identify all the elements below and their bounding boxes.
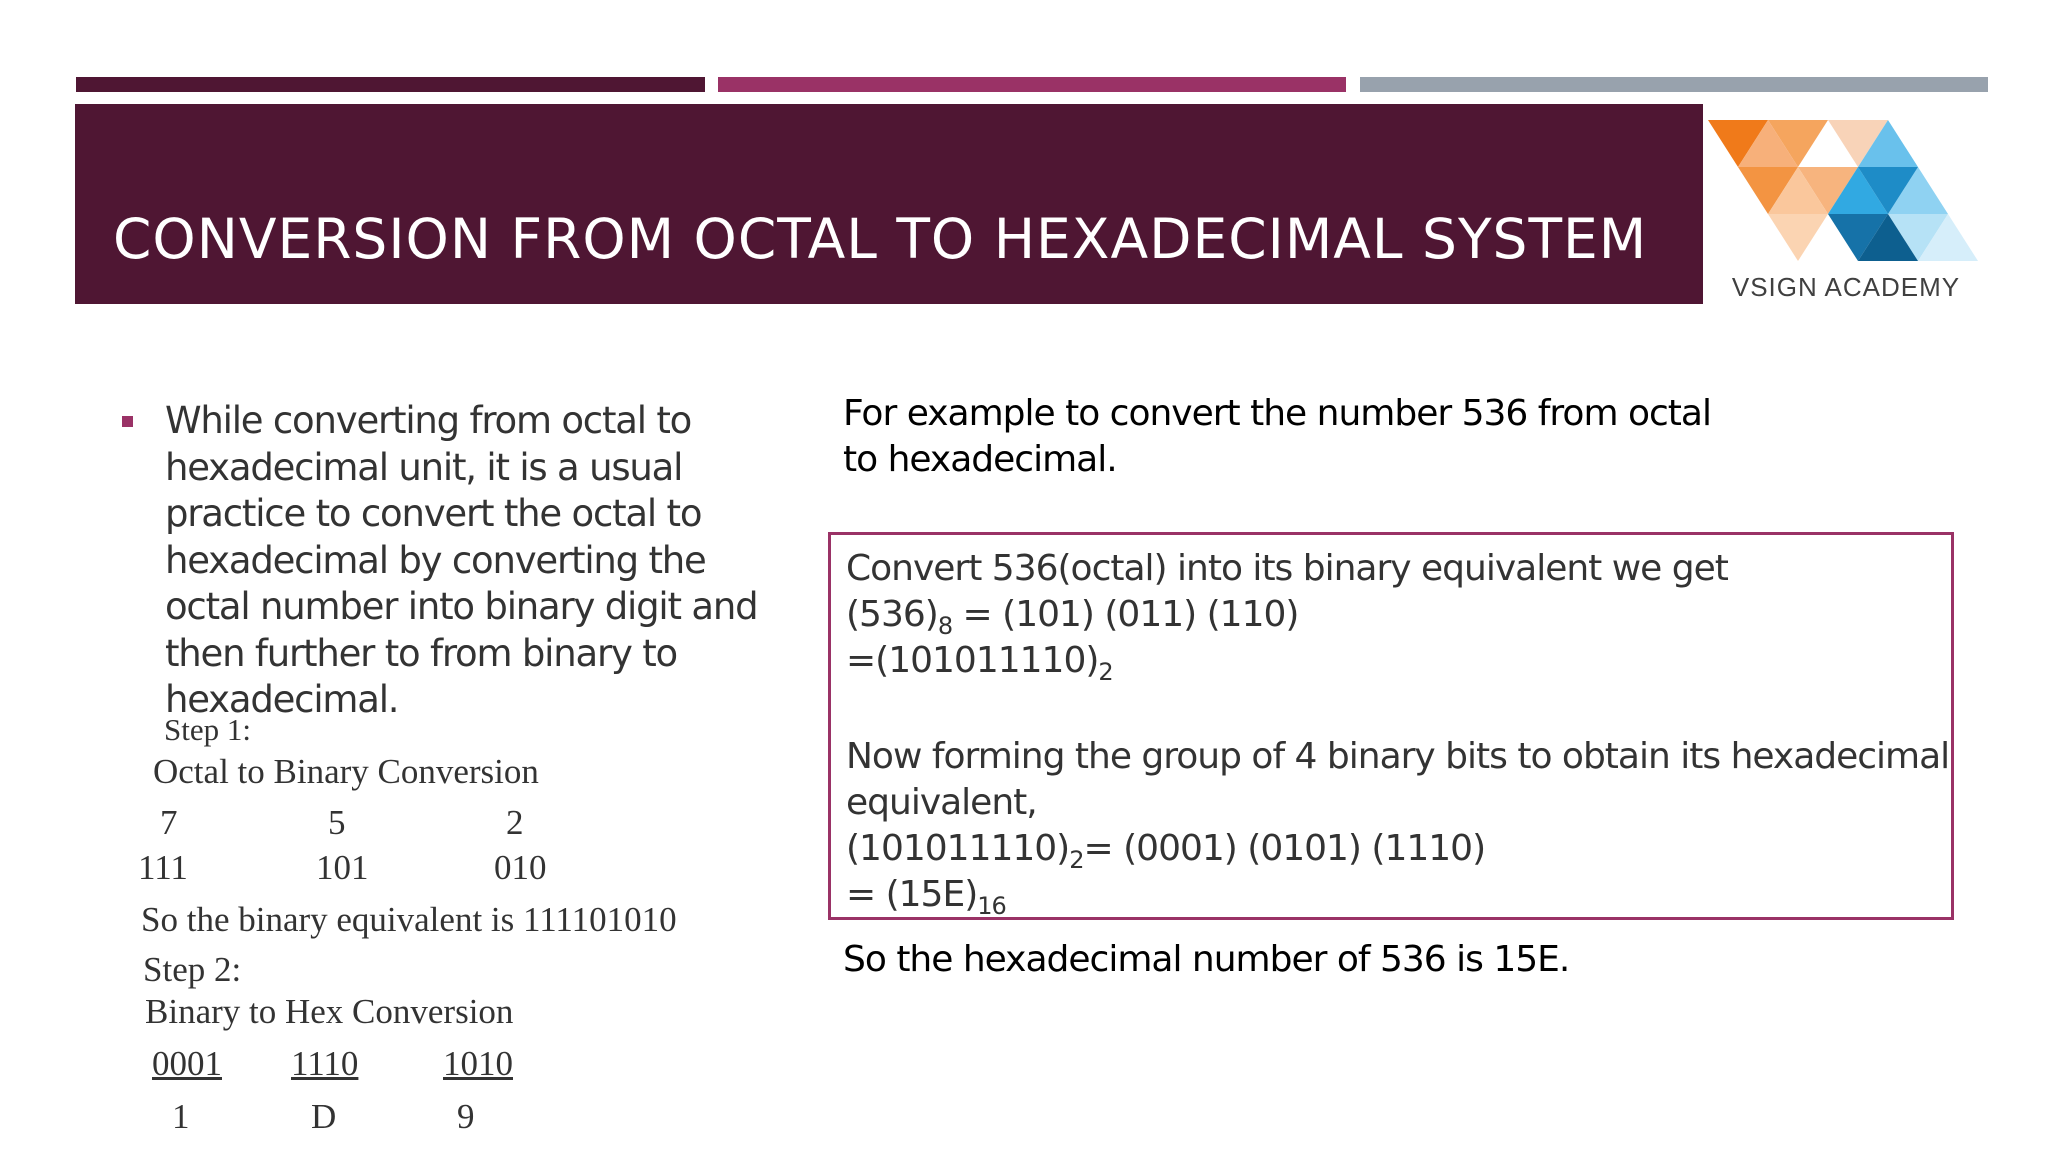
binary-group: 0001: [152, 1044, 222, 1083]
page-title: CONVERSION FROM OCTAL TO HEXADECIMAL SYSTEM: [113, 207, 1648, 271]
bullet-paragraph: While converting from octal to hexadecimal unit, it is a usual practice to convert the octal to hexadecimal by converting the octal number into binary digit and then further to from binary to hexadecimal.: [165, 399, 758, 721]
binary-group: 1110: [291, 1044, 359, 1083]
octal-digit: 5: [328, 803, 346, 842]
hex-digit: D: [311, 1097, 337, 1136]
accent-bar-maroon: [76, 77, 705, 92]
box-line-convert: Convert 536(octal) into its binary equivalent we get: [846, 548, 1728, 589]
box-line-binary: $=(101011110)_2$: [846, 640, 1113, 686]
accent-bar-gray: [1360, 77, 1988, 92]
title-band: [75, 104, 1703, 304]
step-1-title: Octal to Binary Conversion: [153, 752, 539, 791]
conversion-box: [828, 532, 1954, 920]
conclusion-text: So the hexadecimal number of 536 is 15E.: [843, 939, 1570, 980]
hex-digit: 1: [172, 1097, 190, 1136]
box-line-hex-groups: $(101011110)_2= (0001)$ (0101) (1110): [846, 828, 1486, 874]
step-2-label: Step 2:: [143, 950, 242, 989]
box-line-equivalent: equivalent,: [846, 782, 1037, 823]
step-1-label: Step 1:: [164, 712, 251, 747]
box-line-hex-result: = $(15E)_{16}$: [846, 874, 1006, 920]
octal-digit: 7: [160, 803, 178, 842]
logo-text: VSIGN ACADEMY: [1731, 272, 1961, 302]
binary-equivalent-text: So the binary equivalent is 111101010: [141, 900, 677, 939]
octal-digit: 2: [506, 803, 524, 842]
hex-digit: 9: [457, 1097, 475, 1136]
example-intro: For example to convert the number 536 from octal to hexadecimal.: [843, 393, 1711, 480]
accent-bar-magenta: [718, 77, 1346, 92]
binary-group: 010: [494, 848, 547, 887]
box-line-grouping: Now forming the group of 4 binary bits to obtain its hexadecimal: [846, 736, 1950, 777]
bullet-square-icon: [122, 416, 133, 427]
step-2-title: Binary to Hex Conversion: [145, 992, 514, 1031]
binary-group: 101: [316, 848, 369, 887]
binary-group: 111: [138, 848, 188, 887]
box-line-octal-groups: $(536)_8 = (101)$ (011) (110): [846, 594, 1299, 640]
vsign-academy-logo: [1708, 112, 1984, 306]
binary-group: 1010: [443, 1044, 513, 1083]
logo-triangles-icon: [1708, 112, 1984, 272]
